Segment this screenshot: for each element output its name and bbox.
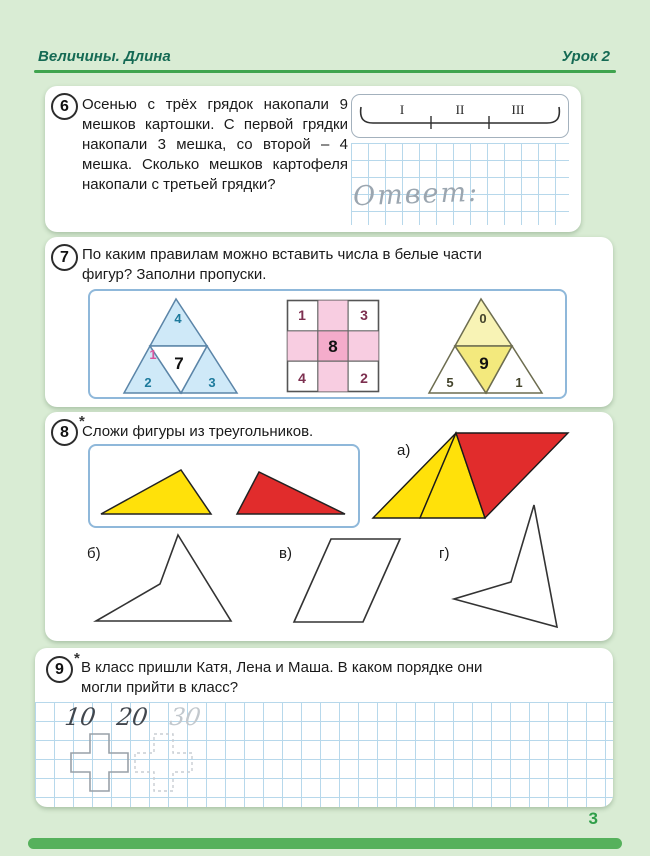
handwritten-number-faded: 30 bbox=[168, 703, 203, 731]
page-number: 3 bbox=[588, 809, 598, 828]
segment-label-3: III bbox=[511, 102, 525, 117]
task6-text: Осенью с трёх грядок накопали 9 мешков картошки. С первой грядки накопали 3 мешка, со второй – 4 мешка. Сколько мешков картофеля накопали с третьей грядки? bbox=[82, 96, 348, 193]
segment-label-1: I bbox=[399, 102, 405, 117]
cell-value: 1 bbox=[515, 375, 523, 390]
task8-pieces-box bbox=[88, 444, 360, 528]
task8-number: 8 bbox=[60, 423, 69, 441]
square-pink-cell bbox=[318, 361, 348, 391]
square-figure bbox=[286, 299, 380, 393]
task9-asterisk: * bbox=[74, 650, 80, 667]
dart-outline bbox=[454, 505, 557, 627]
cell-value: 1 bbox=[298, 307, 306, 323]
task7-text: По каким правилам можно вставить числа в белые части фигур? Заполни пропуски. bbox=[82, 246, 482, 283]
cell-value: 0 bbox=[479, 311, 487, 326]
square-pink-cell bbox=[288, 331, 318, 361]
doodle-shape-faded bbox=[135, 734, 192, 791]
dart-outline bbox=[96, 535, 231, 621]
cell-value: 2 bbox=[144, 375, 152, 390]
task8-text: Сложи фигуры из треугольников. bbox=[82, 423, 314, 440]
task9-number: 9 bbox=[55, 660, 64, 678]
doodle-shape bbox=[71, 734, 128, 791]
square-pink-cell bbox=[318, 301, 348, 331]
cell-value: 3 bbox=[360, 307, 368, 323]
outline-figure-g bbox=[451, 502, 563, 638]
figure-label-a: а) bbox=[397, 442, 411, 459]
task7-figures-box bbox=[88, 289, 567, 399]
parallelogram-outline bbox=[294, 539, 400, 622]
figure-label-v: в) bbox=[279, 545, 292, 562]
cell-value: 5 bbox=[446, 375, 454, 390]
pieces-figure bbox=[91, 446, 359, 526]
cell-value: 7 bbox=[174, 354, 184, 373]
segment-label-2: II bbox=[455, 102, 465, 117]
handwritten-number: 10 bbox=[63, 703, 98, 731]
task9-card bbox=[35, 648, 613, 807]
pencil-doodle bbox=[63, 730, 213, 798]
answer-grid bbox=[351, 143, 569, 225]
answer-handwriting: Ответ: bbox=[352, 176, 480, 213]
yellow-triangle bbox=[101, 470, 211, 514]
task7-number: 7 bbox=[60, 248, 69, 266]
outline-figure-v bbox=[292, 537, 404, 625]
cell-value: 1 bbox=[149, 347, 157, 362]
outline-figure-b bbox=[94, 532, 236, 625]
handwritten-number: 20 bbox=[115, 703, 150, 731]
task6-number-badge bbox=[51, 93, 78, 120]
task9-number-badge bbox=[46, 656, 73, 683]
task9-text: В класс пришли Катя, Лена и Маша. В каком порядке они могли прийти в класс? bbox=[81, 659, 483, 696]
lesson-label: Урок 2 bbox=[561, 48, 610, 65]
cell-value: 4 bbox=[298, 370, 306, 386]
work-grid bbox=[35, 702, 613, 807]
cell-value: 2 bbox=[360, 370, 368, 386]
cell-value: 4 bbox=[174, 311, 182, 326]
red-triangle bbox=[237, 472, 345, 514]
cell-value: 3 bbox=[208, 375, 216, 390]
figure-label-g: г) bbox=[439, 545, 450, 562]
bottom-accent-bar bbox=[28, 838, 622, 849]
cell-value: 9 bbox=[479, 354, 489, 373]
figure-label-b: б) bbox=[87, 545, 101, 562]
task7-card bbox=[45, 237, 613, 407]
triangle-figure-left bbox=[118, 295, 243, 397]
task6-number: 6 bbox=[60, 97, 69, 115]
cell-value: 8 bbox=[328, 337, 338, 356]
header-rule bbox=[34, 70, 616, 73]
segment-diagram bbox=[353, 95, 567, 135]
task6-card bbox=[45, 86, 581, 232]
task7-number-badge bbox=[51, 244, 78, 271]
segment-diagram-box bbox=[351, 94, 569, 138]
task8-asterisk: * bbox=[79, 413, 85, 430]
triangle-figure-right bbox=[423, 295, 548, 397]
task8-card bbox=[45, 412, 613, 641]
section-title: Величины. Длина bbox=[38, 48, 171, 65]
task8-number-badge bbox=[51, 419, 78, 446]
square-pink-cell bbox=[348, 331, 378, 361]
